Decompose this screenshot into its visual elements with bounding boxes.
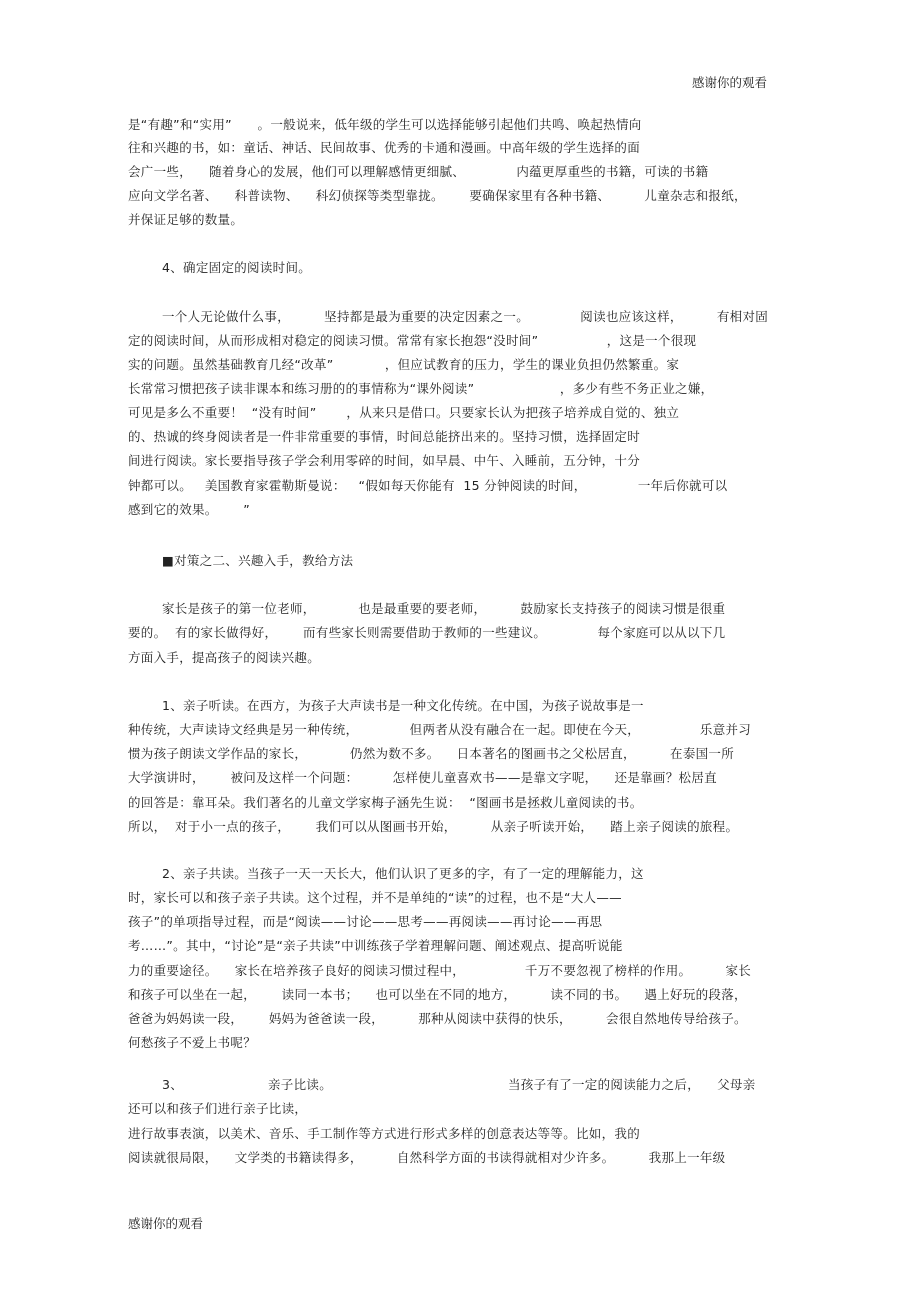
p1-line: 往和兴趣的书，如：童话、神话、民间故事、优秀的卡通和漫画。中高年级的学生选择的面 bbox=[128, 140, 641, 155]
p5-line: 考……”。其中，“讨论”是“亲子共读”中训练孩子学着理解问题、阐述观点、提高听说能 bbox=[128, 938, 623, 953]
p4-line: 1、亲子听读。在西方，为孩子大声读书是一种文化传统。在中国，为孩子说故事是一 bbox=[162, 698, 644, 713]
p2-line: 感到它的效果。 ” bbox=[128, 502, 251, 517]
p5-line: 时，家长可以和孩子亲子共读。这个过程，并不是单纯的“读”的过程，也不是“大人—— bbox=[128, 890, 622, 905]
p2-line: 定的阅读时间，从而形成相对稳定的阅读习惯。常常有家长抱怨“没时间” ，这是一个很现 bbox=[128, 333, 697, 348]
p5-line: 2、亲子共读。当孩子一天一天长大，他们认识了更多的字，有了一定的理解能力，这 bbox=[162, 866, 644, 881]
p5-line: 爸爸为妈妈读一段， 妈妈为爸爸读一段， 那种从阅读中获得的快乐， 会很自然地传导给孩子。 bbox=[128, 1011, 747, 1026]
p6-line: 进行故事表演，以美术、音乐、手工制作等方式进行形式多样的创意表达等等。比如，我的 bbox=[128, 1126, 641, 1141]
p4-line: 大学演讲时， 被问及这样一个问题： 怎样使儿童喜欢书——是靠文字呢， 还是靠画？松居直 bbox=[128, 770, 717, 785]
p3-line: 要的。 有的家长做得好， 而有些家长则需要借助于教师的一些建议。 每个家庭可以从以下几 bbox=[128, 625, 726, 640]
p2-line: 可见是多么不重要！ “没有时间” ，从来只是借口。只要家长认为把孩子培养成自觉的、独立 bbox=[128, 405, 680, 420]
p4-line: 的回答是：靠耳朵。我们著名的儿童文学家梅子涵先生说： “图画书是拯救儿童阅读的书。 bbox=[128, 795, 643, 810]
strategy-heading: ■对策之二、兴趣入手，教给方法 bbox=[162, 553, 354, 568]
p2-line: 间进行阅读。家长要指导孩子学会利用零碎的时间，如早晨、中午、入睡前，五分钟，十分 bbox=[128, 453, 641, 468]
item-number: 3、 bbox=[162, 1077, 184, 1092]
p4-line: 所以， 对于小一点的孩子， 我们可以从图画书开始， 从亲子听读开始， 踏上亲子阅读的旅程。 bbox=[128, 819, 739, 834]
p5-line: 和孩子可以坐在一起， 读同一本书； 也可以坐在不同的地方， 读不同的书。 遇上好玩的段落， bbox=[128, 987, 747, 1002]
p2-line: 一个人无论做什么事， 坚持都是最为重要的决定因素之一。 阅读也应该这样， 有相对固 bbox=[162, 309, 769, 324]
p4-line: 惯为孩子朗读文学作品的家长， 仍然为数不多。 日本著名的图画书之父松居直， 在泰国一所 bbox=[128, 746, 735, 761]
p4-line: 种传统，大声读诗文经典是另一种传统， 但两者从没有融合在一起。即使在今天， 乐意并习 bbox=[128, 722, 752, 737]
p1-line: 会广一些， 随着身心的发展，他们可以理解感情更细腻、 内蕴更厚重些的书籍，可读的书籍 bbox=[128, 164, 709, 179]
p6-first-line: 当孩子有了一定的阅读能力之后， 父母亲 bbox=[508, 1077, 756, 1092]
p5-line: 何愁孩子不爱上书呢？ bbox=[128, 1035, 257, 1050]
p1-line: 并保证足够的数量。 bbox=[128, 212, 244, 227]
page-header: 感谢你的观看 bbox=[692, 75, 768, 90]
p3-line: 方面入手，提高孩子的阅读兴趣。 bbox=[128, 650, 321, 665]
p1-line: 是“有趣”和“实用” 。一般说来，低年级的学生可以选择能够引起他们共鸣、唤起热情向 bbox=[128, 117, 642, 132]
item-title: 亲子比读。 bbox=[268, 1077, 333, 1092]
section-heading: 4、确定固定的阅读时间。 bbox=[162, 260, 312, 275]
p6-line: 阅读就很局限， 文学类的书籍读得多， 自然科学方面的书读得就相对少许多。 我那上一年级 bbox=[128, 1150, 726, 1165]
p6-line: 还可以和孩子们进行亲子比读， bbox=[128, 1101, 308, 1116]
p2-line: 实的问题。虽然基础教育几经“改革” ，但应试教育的压力，学生的课业负担仍然繁重。家 bbox=[128, 357, 680, 372]
p2-line: 钟都可以。 美国教育家霍勒斯曼说： “假如每天你能有 15 分钟阅读的时间， 一年后你就可以 bbox=[128, 478, 728, 493]
p3-line: 家长是孩子的第一位老师， 也是最重要的要老师， 鼓励家长支持孩子的阅读习惯是很重 bbox=[162, 601, 726, 616]
page-footer: 感谢你的观看 bbox=[128, 1216, 204, 1231]
p2-line: 长常常习惯把孩子读非课本和练习册的的事情称为“课外阅读” ，多少有些不务正业之嫌， bbox=[128, 381, 714, 396]
p2-line: 的、热诚的终身阅读者是一件非常重要的事情，时间总能挤出来的。坚持习惯，选择固定时 bbox=[128, 429, 641, 444]
p5-line: 孩子”的单项指导过程，而是“阅读——讨论——思考——再阅读——再讨论——再思 bbox=[128, 914, 603, 929]
p1-line: 应向文学名著、 科普读物、 科幻侦探等类型靠拢。 要确保家里有各种书籍、 儿童杂志和报纸， bbox=[128, 188, 747, 203]
p5-line: 力的重要途径。 家长在培养孩子良好的阅读习惯过程中， 千万不要忽视了榜样的作用。 家长 bbox=[128, 963, 752, 978]
